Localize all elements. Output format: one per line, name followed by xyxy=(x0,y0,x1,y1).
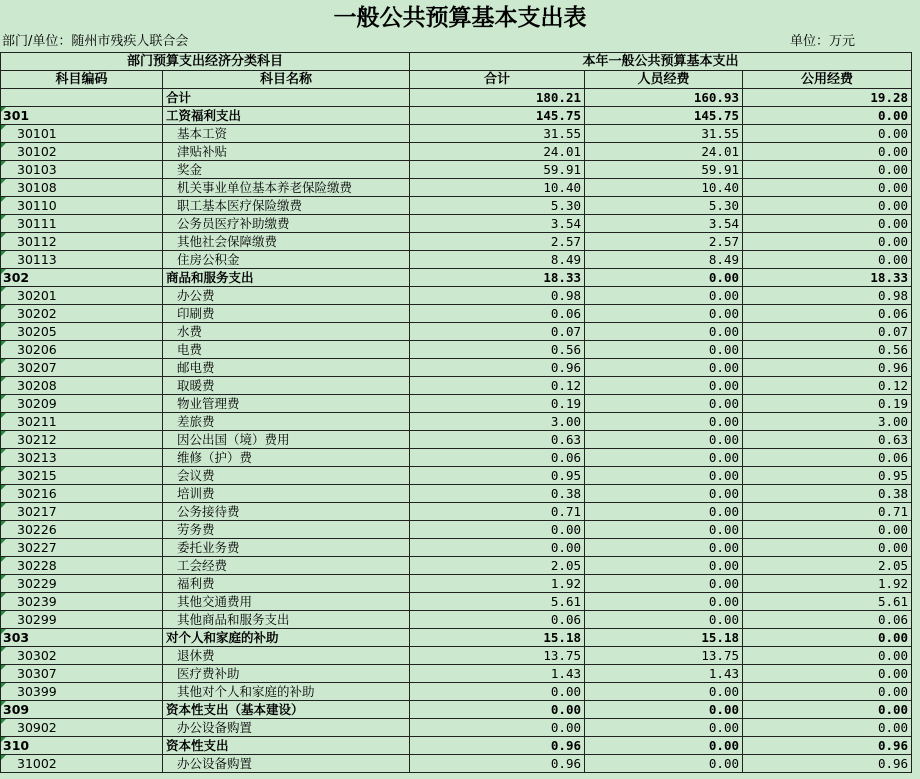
row-public-cell[interactable]: 18.33 xyxy=(743,269,912,287)
row-personnel-cell[interactable]: 59.91 xyxy=(585,161,743,179)
row-code-cell[interactable]: 30299 xyxy=(1,611,163,629)
row-public-cell[interactable]: 0.98 xyxy=(743,287,912,305)
row-personnel-cell[interactable]: 0.00 xyxy=(585,323,743,341)
row-total-cell[interactable]: 0.00 xyxy=(410,539,585,557)
row-personnel-cell[interactable]: 0.00 xyxy=(585,467,743,485)
row-personnel-cell[interactable]: 0.00 xyxy=(585,395,743,413)
row-name-cell[interactable]: 水费 xyxy=(163,323,410,341)
row-total-cell[interactable]: 0.00 xyxy=(410,521,585,539)
row-name-cell[interactable]: 资本性支出 xyxy=(163,737,410,755)
row-name-cell[interactable]: 委托业务费 xyxy=(163,539,410,557)
row-personnel-cell[interactable]: 15.18 xyxy=(585,629,743,647)
row-code-cell[interactable]: 30302 xyxy=(1,647,163,665)
row-personnel-cell[interactable]: 0.00 xyxy=(585,503,743,521)
row-code-cell[interactable]: 30113 xyxy=(1,251,163,269)
cell-indicator-icon xyxy=(1,737,6,742)
row-name-cell[interactable]: 机关事业单位基本养老保险缴费 xyxy=(163,179,410,197)
row-public-cell[interactable]: 0.00 xyxy=(743,233,912,251)
row-code-cell[interactable]: 30202 xyxy=(1,305,163,323)
row-total-cell[interactable]: 0.71 xyxy=(410,503,585,521)
row-personnel-cell[interactable]: 1.43 xyxy=(585,665,743,683)
row-total-cell[interactable]: 0.63 xyxy=(410,431,585,449)
row-public-cell[interactable]: 19.28 xyxy=(743,89,912,107)
header-group-left: 部门预算支出经济分类科目 xyxy=(1,53,410,71)
row-public-cell[interactable]: 0.96 xyxy=(743,737,912,755)
row-code-cell[interactable]: 30212 xyxy=(1,431,163,449)
table-row[interactable] xyxy=(1,143,912,161)
row-personnel-cell[interactable]: 0.00 xyxy=(585,557,743,575)
table-row[interactable] xyxy=(1,647,912,665)
row-public-cell[interactable]: 0.71 xyxy=(743,503,912,521)
row-name-cell[interactable]: 津贴补贴 xyxy=(163,143,410,161)
row-public-cell[interactable]: 0.00 xyxy=(743,665,912,683)
table-row[interactable] xyxy=(1,593,912,611)
row-name-cell[interactable]: 基本工资 xyxy=(163,125,410,143)
row-public-cell[interactable]: 0.00 xyxy=(743,521,912,539)
budget-table xyxy=(0,52,912,773)
row-code-cell[interactable]: 301 xyxy=(1,107,163,125)
table-row[interactable] xyxy=(1,305,912,323)
row-public-cell[interactable]: 0.00 xyxy=(743,143,912,161)
cell-indicator-icon xyxy=(1,719,6,724)
row-personnel-cell[interactable]: 0.00 xyxy=(585,575,743,593)
row-name-cell[interactable]: 邮电费 xyxy=(163,359,410,377)
row-name-cell[interactable]: 劳务费 xyxy=(163,521,410,539)
cell-indicator-icon xyxy=(1,683,6,688)
department-label: 部门/单位：随州市残疾人联合会 xyxy=(2,34,189,49)
table-row[interactable] xyxy=(1,575,912,593)
row-name-cell[interactable]: 其他商品和服务支出 xyxy=(163,611,410,629)
row-code-cell[interactable]: 30206 xyxy=(1,341,163,359)
column-header-name: 科目名称 xyxy=(163,71,410,89)
row-code-cell[interactable]: 30201 xyxy=(1,287,163,305)
cell-indicator-icon xyxy=(1,575,6,580)
row-total-cell[interactable]: 0.07 xyxy=(410,323,585,341)
row-total-cell[interactable]: 0.12 xyxy=(410,377,585,395)
cell-indicator-icon xyxy=(1,431,6,436)
row-personnel-cell[interactable]: 0.00 xyxy=(585,413,743,431)
row-name-cell[interactable]: 资本性支出（基本建设） xyxy=(163,701,410,719)
page-title: 一般公共预算基本支出表 xyxy=(333,4,587,31)
row-code-cell[interactable] xyxy=(1,89,163,107)
row-public-cell[interactable]: 0.07 xyxy=(743,323,912,341)
row-name-cell[interactable]: 印刷费 xyxy=(163,305,410,323)
row-personnel-cell[interactable]: 31.55 xyxy=(585,125,743,143)
cell-indicator-icon xyxy=(1,179,6,184)
row-personnel-cell[interactable]: 0.00 xyxy=(585,701,743,719)
row-personnel-cell[interactable]: 10.40 xyxy=(585,179,743,197)
row-code-cell[interactable]: 30399 xyxy=(1,683,163,701)
row-code-cell[interactable]: 303 xyxy=(1,629,163,647)
row-public-cell[interactable]: 0.00 xyxy=(743,161,912,179)
cell-indicator-icon xyxy=(1,359,6,364)
row-name-cell[interactable]: 培训费 xyxy=(163,485,410,503)
row-public-cell[interactable]: 0.95 xyxy=(743,467,912,485)
table-row[interactable] xyxy=(1,323,912,341)
row-total-cell[interactable]: 0.96 xyxy=(410,359,585,377)
table-row[interactable] xyxy=(1,755,912,773)
table-row[interactable] xyxy=(1,611,912,629)
row-code-cell[interactable]: 30902 xyxy=(1,719,163,737)
row-personnel-cell[interactable]: 5.30 xyxy=(585,197,743,215)
row-total-cell[interactable]: 59.91 xyxy=(410,161,585,179)
row-name-cell[interactable]: 办公设备购置 xyxy=(163,755,410,773)
row-name-cell[interactable]: 物业管理费 xyxy=(163,395,410,413)
table-row[interactable] xyxy=(1,683,912,701)
row-public-cell[interactable]: 0.00 xyxy=(743,197,912,215)
cell-indicator-icon xyxy=(1,503,6,508)
row-name-cell[interactable]: 对个人和家庭的补助 xyxy=(163,629,410,647)
row-code-cell[interactable]: 30108 xyxy=(1,179,163,197)
table-row[interactable] xyxy=(1,125,912,143)
row-public-cell[interactable]: 0.38 xyxy=(743,485,912,503)
row-code-cell[interactable]: 30111 xyxy=(1,215,163,233)
cell-indicator-icon xyxy=(1,593,6,598)
row-total-cell[interactable]: 10.40 xyxy=(410,179,585,197)
row-code-cell[interactable]: 302 xyxy=(1,269,163,287)
row-total-cell[interactable]: 31.55 xyxy=(410,125,585,143)
row-code-cell[interactable]: 30213 xyxy=(1,449,163,467)
cell-indicator-icon xyxy=(1,413,6,418)
cell-indicator-icon xyxy=(1,557,6,562)
cell-indicator-icon xyxy=(1,197,6,202)
column-header-public: 公用经费 xyxy=(743,71,912,89)
cell-indicator-icon xyxy=(1,341,6,346)
row-personnel-cell[interactable]: 0.00 xyxy=(585,377,743,395)
row-personnel-cell[interactable]: 0.00 xyxy=(585,449,743,467)
row-total-cell[interactable]: 24.01 xyxy=(410,143,585,161)
table-row[interactable] xyxy=(1,431,912,449)
table-row[interactable] xyxy=(1,179,912,197)
row-total-cell[interactable]: 1.43 xyxy=(410,665,585,683)
row-public-cell[interactable]: 0.06 xyxy=(743,449,912,467)
row-total-cell[interactable]: 0.00 xyxy=(410,719,585,737)
row-code-cell[interactable]: 30102 xyxy=(1,143,163,161)
row-public-cell[interactable]: 1.92 xyxy=(743,575,912,593)
row-personnel-cell[interactable]: 0.00 xyxy=(585,737,743,755)
table-row[interactable] xyxy=(1,269,912,287)
row-code-cell[interactable]: 30216 xyxy=(1,485,163,503)
table-row[interactable] xyxy=(1,503,912,521)
cell-indicator-icon xyxy=(1,665,6,670)
row-public-cell[interactable]: 0.00 xyxy=(743,179,912,197)
cell-indicator-icon xyxy=(1,449,6,454)
row-name-cell[interactable]: 公务员医疗补助缴费 xyxy=(163,215,410,233)
row-total-cell[interactable]: 2.57 xyxy=(410,233,585,251)
row-total-cell[interactable]: 5.61 xyxy=(410,593,585,611)
row-personnel-cell[interactable]: 0.00 xyxy=(585,341,743,359)
table-row[interactable] xyxy=(1,287,912,305)
cell-indicator-icon xyxy=(1,377,6,382)
header-column-row xyxy=(1,71,912,89)
row-name-cell[interactable]: 住房公积金 xyxy=(163,251,410,269)
row-public-cell[interactable]: 0.00 xyxy=(743,215,912,233)
row-name-cell[interactable]: 会议费 xyxy=(163,467,410,485)
row-name-cell[interactable]: 职工基本医疗保险缴费 xyxy=(163,197,410,215)
row-public-cell[interactable]: 0.63 xyxy=(743,431,912,449)
row-public-cell[interactable]: 0.12 xyxy=(743,377,912,395)
row-public-cell[interactable]: 0.06 xyxy=(743,305,912,323)
row-code-cell[interactable]: 30103 xyxy=(1,161,163,179)
row-personnel-cell[interactable]: 3.54 xyxy=(585,215,743,233)
row-name-cell[interactable]: 办公费 xyxy=(163,287,410,305)
table-row[interactable] xyxy=(1,449,912,467)
row-code-cell[interactable]: 30209 xyxy=(1,395,163,413)
row-total-cell[interactable]: 0.00 xyxy=(410,683,585,701)
row-code-cell[interactable]: 30228 xyxy=(1,557,163,575)
row-code-cell[interactable]: 30208 xyxy=(1,377,163,395)
unit-label: 单位：万元 xyxy=(790,34,856,49)
cell-indicator-icon xyxy=(1,647,6,652)
row-personnel-cell[interactable]: 0.00 xyxy=(585,269,743,287)
row-name-cell[interactable]: 工会经费 xyxy=(163,557,410,575)
cell-indicator-icon xyxy=(1,215,6,220)
cell-indicator-icon xyxy=(1,251,6,256)
row-public-cell[interactable]: 0.96 xyxy=(743,755,912,773)
cell-indicator-icon xyxy=(1,125,6,130)
row-code-cell[interactable]: 30229 xyxy=(1,575,163,593)
row-total-cell[interactable]: 5.30 xyxy=(410,197,585,215)
column-header-code: 科目编码 xyxy=(1,71,163,89)
row-name-cell[interactable]: 合计 xyxy=(163,89,410,107)
row-public-cell[interactable]: 3.00 xyxy=(743,413,912,431)
table-row[interactable] xyxy=(1,539,912,557)
row-public-cell[interactable]: 0.00 xyxy=(743,125,912,143)
table-row[interactable] xyxy=(1,413,912,431)
row-total-cell[interactable]: 0.96 xyxy=(410,755,585,773)
cell-indicator-icon xyxy=(1,269,6,274)
row-name-cell[interactable]: 差旅费 xyxy=(163,413,410,431)
row-code-cell[interactable]: 30110 xyxy=(1,197,163,215)
row-personnel-cell[interactable]: 2.57 xyxy=(585,233,743,251)
row-code-cell[interactable]: 30215 xyxy=(1,467,163,485)
table-row[interactable] xyxy=(1,467,912,485)
row-total-cell[interactable]: 0.95 xyxy=(410,467,585,485)
header-group-right: 本年一般公共预算基本支出 xyxy=(410,53,912,71)
cell-indicator-icon xyxy=(1,143,6,148)
row-personnel-cell[interactable]: 0.00 xyxy=(585,359,743,377)
row-name-cell[interactable]: 医疗费补助 xyxy=(163,665,410,683)
cell-indicator-icon xyxy=(1,539,6,544)
row-name-cell[interactable]: 办公设备购置 xyxy=(163,719,410,737)
table-row[interactable] xyxy=(1,161,912,179)
row-code-cell[interactable]: 30207 xyxy=(1,359,163,377)
row-personnel-cell[interactable]: 0.00 xyxy=(585,305,743,323)
table-row[interactable] xyxy=(1,251,912,269)
cell-indicator-icon xyxy=(1,629,6,634)
row-public-cell[interactable]: 0.56 xyxy=(743,341,912,359)
row-total-cell[interactable]: 0.38 xyxy=(410,485,585,503)
row-personnel-cell[interactable]: 0.00 xyxy=(585,287,743,305)
row-code-cell[interactable]: 30211 xyxy=(1,413,163,431)
row-code-cell[interactable]: 30205 xyxy=(1,323,163,341)
cell-indicator-icon xyxy=(1,161,6,166)
table-row[interactable] xyxy=(1,737,912,755)
row-total-cell[interactable]: 180.21 xyxy=(410,89,585,107)
row-total-cell[interactable]: 0.06 xyxy=(410,305,585,323)
row-name-cell[interactable]: 工资福利支出 xyxy=(163,107,410,125)
table-row[interactable] xyxy=(1,89,912,107)
row-personnel-cell[interactable]: 145.75 xyxy=(585,107,743,125)
row-public-cell[interactable]: 0.00 xyxy=(743,107,912,125)
cell-indicator-icon xyxy=(1,287,6,292)
table-row[interactable] xyxy=(1,665,912,683)
row-personnel-cell[interactable]: 24.01 xyxy=(585,143,743,161)
row-code-cell[interactable]: 30101 xyxy=(1,125,163,143)
row-total-cell[interactable]: 1.92 xyxy=(410,575,585,593)
row-total-cell[interactable]: 0.56 xyxy=(410,341,585,359)
row-code-cell[interactable]: 30226 xyxy=(1,521,163,539)
column-header-personnel: 人员经费 xyxy=(585,71,743,89)
row-code-cell[interactable]: 30227 xyxy=(1,539,163,557)
row-public-cell[interactable]: 0.06 xyxy=(743,611,912,629)
row-code-cell[interactable]: 30217 xyxy=(1,503,163,521)
table-row[interactable] xyxy=(1,233,912,251)
row-total-cell[interactable]: 18.33 xyxy=(410,269,585,287)
row-personnel-cell[interactable]: 0.00 xyxy=(585,485,743,503)
cell-indicator-icon xyxy=(1,233,6,238)
cell-indicator-icon xyxy=(1,107,6,112)
table-row[interactable] xyxy=(1,359,912,377)
row-total-cell[interactable]: 3.54 xyxy=(410,215,585,233)
row-public-cell[interactable]: 2.05 xyxy=(743,557,912,575)
row-personnel-cell[interactable]: 13.75 xyxy=(585,647,743,665)
row-public-cell[interactable]: 0.19 xyxy=(743,395,912,413)
table-row[interactable] xyxy=(1,629,912,647)
row-code-cell[interactable]: 310 xyxy=(1,737,163,755)
row-total-cell[interactable]: 15.18 xyxy=(410,629,585,647)
row-total-cell[interactable]: 0.98 xyxy=(410,287,585,305)
row-code-cell[interactable]: 309 xyxy=(1,701,163,719)
column-header-total: 合计 xyxy=(410,71,585,89)
table-row[interactable] xyxy=(1,719,912,737)
row-total-cell[interactable]: 13.75 xyxy=(410,647,585,665)
table-row[interactable] xyxy=(1,377,912,395)
row-name-cell[interactable]: 取暖费 xyxy=(163,377,410,395)
row-total-cell[interactable]: 3.00 xyxy=(410,413,585,431)
row-name-cell[interactable]: 其他交通费用 xyxy=(163,593,410,611)
row-personnel-cell[interactable]: 0.00 xyxy=(585,719,743,737)
row-name-cell[interactable]: 奖金 xyxy=(163,161,410,179)
row-personnel-cell[interactable]: 0.00 xyxy=(585,521,743,539)
row-personnel-cell[interactable]: 8.49 xyxy=(585,251,743,269)
table-row[interactable] xyxy=(1,107,912,125)
table-row[interactable] xyxy=(1,521,912,539)
table-row[interactable] xyxy=(1,341,912,359)
cell-indicator-icon xyxy=(1,611,6,616)
row-code-cell[interactable]: 30112 xyxy=(1,233,163,251)
cell-indicator-icon xyxy=(1,323,6,328)
row-total-cell[interactable]: 0.19 xyxy=(410,395,585,413)
table-row[interactable] xyxy=(1,701,912,719)
row-name-cell[interactable]: 因公出国（境）费用 xyxy=(163,431,410,449)
row-name-cell[interactable]: 其他对个人和家庭的补助 xyxy=(163,683,410,701)
row-public-cell[interactable]: 0.00 xyxy=(743,647,912,665)
cell-indicator-icon xyxy=(1,701,6,706)
row-public-cell[interactable]: 0.00 xyxy=(743,629,912,647)
row-name-cell[interactable]: 公务接待费 xyxy=(163,503,410,521)
row-code-cell[interactable]: 31002 xyxy=(1,755,163,773)
row-code-cell[interactable]: 30307 xyxy=(1,665,163,683)
row-total-cell[interactable]: 0.00 xyxy=(410,701,585,719)
row-code-cell[interactable]: 30239 xyxy=(1,593,163,611)
row-personnel-cell[interactable]: 0.00 xyxy=(585,755,743,773)
cell-indicator-icon xyxy=(1,305,6,310)
row-public-cell[interactable]: 0.00 xyxy=(743,701,912,719)
row-total-cell[interactable]: 8.49 xyxy=(410,251,585,269)
row-personnel-cell[interactable]: 0.00 xyxy=(585,431,743,449)
row-personnel-cell[interactable]: 0.00 xyxy=(585,593,743,611)
table-row[interactable] xyxy=(1,557,912,575)
row-public-cell[interactable]: 0.00 xyxy=(743,539,912,557)
row-public-cell[interactable]: 5.61 xyxy=(743,593,912,611)
cell-indicator-icon xyxy=(1,395,6,400)
header-group-row xyxy=(1,53,912,71)
table-row[interactable] xyxy=(1,215,912,233)
table-row[interactable] xyxy=(1,395,912,413)
row-public-cell[interactable]: 0.00 xyxy=(743,719,912,737)
row-name-cell[interactable]: 商品和服务支出 xyxy=(163,269,410,287)
row-total-cell[interactable]: 0.96 xyxy=(410,737,585,755)
cell-indicator-icon xyxy=(1,467,6,472)
row-public-cell[interactable]: 0.96 xyxy=(743,359,912,377)
row-total-cell[interactable]: 0.06 xyxy=(410,449,585,467)
row-total-cell[interactable]: 0.06 xyxy=(410,611,585,629)
row-total-cell[interactable]: 2.05 xyxy=(410,557,585,575)
row-public-cell[interactable]: 0.00 xyxy=(743,251,912,269)
cell-indicator-icon xyxy=(1,521,6,526)
table-row[interactable] xyxy=(1,197,912,215)
row-name-cell[interactable]: 其他社会保障缴费 xyxy=(163,233,410,251)
row-personnel-cell[interactable]: 160.93 xyxy=(585,89,743,107)
row-personnel-cell[interactable]: 0.00 xyxy=(585,611,743,629)
table-row[interactable] xyxy=(1,485,912,503)
cell-indicator-icon xyxy=(1,755,6,760)
row-name-cell[interactable]: 退休费 xyxy=(163,647,410,665)
row-personnel-cell[interactable]: 0.00 xyxy=(585,539,743,557)
row-name-cell[interactable]: 福利费 xyxy=(163,575,410,593)
row-name-cell[interactable]: 维修（护）费 xyxy=(163,449,410,467)
row-personnel-cell[interactable]: 0.00 xyxy=(585,683,743,701)
row-total-cell[interactable]: 145.75 xyxy=(410,107,585,125)
row-name-cell[interactable]: 电费 xyxy=(163,341,410,359)
row-public-cell[interactable]: 0.00 xyxy=(743,683,912,701)
cell-indicator-icon xyxy=(1,485,6,490)
